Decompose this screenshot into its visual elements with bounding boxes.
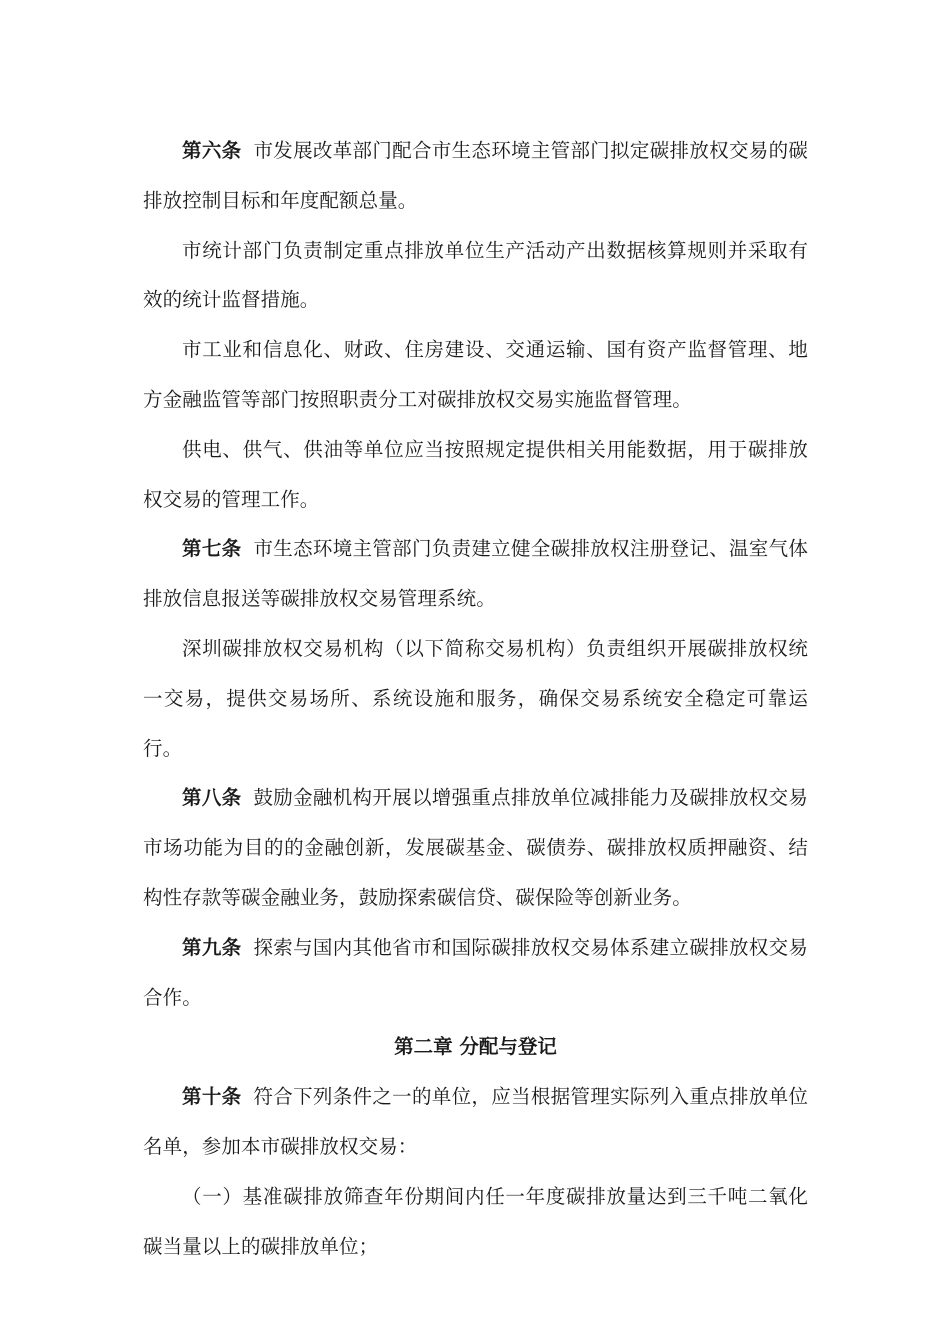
paragraph-text: 市工业和信息化、财政、住房建设、交通运输、国有资产监督管理、地方金融监管等部门按照职责分工对碳排放权交易实施监督管理。 xyxy=(143,338,808,411)
paragraph-article-9 xyxy=(143,923,808,1023)
paragraph-text: 深圳碳排放权交易机构（以下简称交易机构）负责组织开展碳排放权统一交易，提供交易场所、系统设施和服务，确保交易系统安全稳定可靠运行。 xyxy=(143,636,808,760)
paragraph-article-6 xyxy=(143,126,808,226)
paragraph-exchange xyxy=(143,624,808,773)
paragraph-departments xyxy=(143,325,808,425)
document-page xyxy=(143,126,808,1271)
paragraph-article-7 xyxy=(143,524,808,624)
article-label: 第七条 xyxy=(182,537,242,561)
paragraph-text: 市发展改革部门配合市生态环境主管部门拟定碳排放权交易的碳排放控制目标和年度配额总量。 xyxy=(143,139,808,212)
article-label: 第六条 xyxy=(182,139,242,162)
paragraph-text: 供电、供气、供油等单位应当按照规定提供相关用能数据，用于碳排放权交易的管理工作。 xyxy=(143,437,808,511)
paragraph-item-1 xyxy=(143,1172,808,1272)
paragraph-text: 市统计部门负责制定重点排放单位生产活动产出数据核算规则并采取有效的统计监督措施。 xyxy=(143,238,808,312)
paragraph-article-8 xyxy=(143,773,808,922)
paragraph-article-10 xyxy=(143,1072,808,1172)
article-label: 第八条 xyxy=(182,786,242,810)
paragraph-text: 市生态环境主管部门负责建立健全碳排放权注册登记、温室气体排放信息报送等碳排放权交易管理系统。 xyxy=(143,537,808,611)
article-label: 第九条 xyxy=(182,935,242,959)
paragraph-utilities xyxy=(143,425,808,525)
paragraph-text: （一）基准碳排放筛查年份期间内任一年度碳排放量达到三千吨二氧化碳当量以上的碳排放单位； xyxy=(143,1184,808,1258)
paragraph-statistics xyxy=(143,226,808,326)
paragraph-text: 符合下列条件之一的单位，应当根据管理实际列入重点排放单位名单，参加本市碳排放权交易： xyxy=(143,1085,808,1158)
article-label: 第十条 xyxy=(182,1085,242,1109)
chapter-title: 第二章 分配与登记 xyxy=(394,1035,557,1059)
paragraph-text: 鼓励金融机构开展以增强重点排放单位减排能力及碳排放权交易市场功能为目的的金融创新，发展碳基金、碳债券、碳排放权质押融资、结构性存款等碳金融业务，鼓励探索碳信贷、碳保险等创新业务。 xyxy=(143,786,808,909)
paragraph-text: 探索与国内其他省市和国际碳排放权交易体系建立碳排放权交易合作。 xyxy=(143,935,808,1009)
